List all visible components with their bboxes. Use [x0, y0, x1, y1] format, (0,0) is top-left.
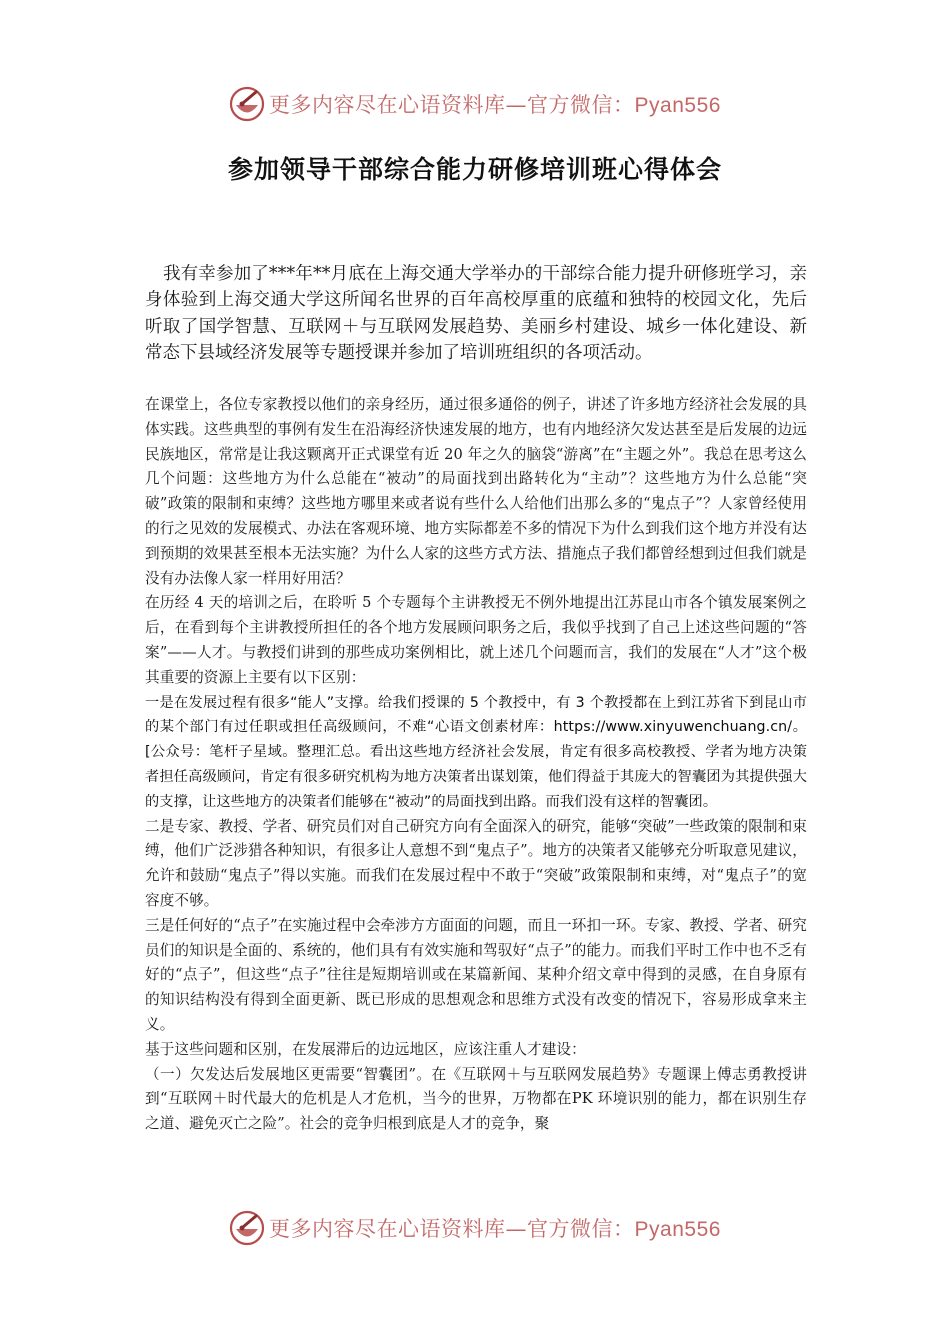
- body-paragraph: 基于这些问题和区别，在发展滞后的边远地区，应该注重人才建设：: [145, 1040, 586, 1058]
- document-body: [145, 393, 807, 1137]
- mortar-pestle-logo-icon: [229, 86, 265, 122]
- wechat-id: Pyan556: [634, 1218, 721, 1241]
- banner-text: 更多内容尽在心语资料库—官方微信：Pyan556: [269, 1217, 721, 1241]
- wechat-id: Pyan556: [634, 94, 721, 117]
- mortar-pestle-logo-icon: [229, 1210, 265, 1246]
- body-paragraph: 一是在发展过程有很多“能人”支撑。给我们授课的 5 个教授中，有 3 个教授都在上到江苏省下到昆山市的某个部门有过任职或担任高级顾问，不难“心语文创素材库：https://www.xinyuwenchuang.cn/。[公众号：笔杆子星域。整理汇总。看出这些地方经济社会发展，肯定有很多高校教授、学者为地方决策者担任高级顾问，肯定有很多研究机构为地方决策者出谋划策，他们得益于其庞大的智囊团为其提供强大的支撑，让这些地方的决策者们能够在“被动”的局面找到出路。而我们没有这样的智囊团。: [145, 694, 807, 810]
- body-paragraph: 三是任何好的“点子”在实施过程中会牵涉方方面面的问题，而且一环扣一环。专家、教授、学者、研究员们的知识是全面的、系统的，他们具有有效实施和驾驭好“点子”的能力。而我们平时工作中也不乏有好的“点子”，但这些“点子”往往是短期培训或在某篇新闻、某种介绍文章中得到的灵感，在自身原有的知识结构没有得到全面更新、既已形成的思想观念和思维方式没有改变的情况下，容易形成拿来主义。: [145, 916, 807, 1033]
- intro-paragraph: 我有幸参加了***年**月底在上海交通大学举办的干部综合能力提升研修班学习，亲身体验到上海交通大学这所闻名世界的百年高校厚重的底蕴和独特的校园文化，先后听取了国学智慧、互联网＋与互联网发展趋势、美丽乡村建设、城乡一体化建设、新常态下县域经济发展等专题授课并参加了培训班组织的各项活动。: [145, 263, 807, 363]
- body-paragraph: 二是专家、教授、学者、研究员们对自己研究方向有全面深入的研究，能够“突破”一些政策的限制和束缚，他们广泛涉猎各种知识，有很多让人意想不到“鬼点子”。地方的决策者又能够充分听取意见建议，允许和鼓励“鬼点子”得以实施。而我们在发展过程中不敢于“突破”政策限制和束缚，对“鬼点子”的宽容度不够。: [145, 817, 807, 909]
- banner-text: 更多内容尽在心语资料库—官方微信：Pyan556: [269, 93, 721, 117]
- body-paragraph: 在历经 4 天的培训之后，在聆听 5 个专题每个主讲教授无不例外地提出江苏昆山市各个镇发展案例之后，在看到每个主讲教授所担任的各个地方发展顾问职务之后，我似乎找到了自己上述这些问题的“答案”——人才。与教授们讲到的那些成功案例相比，就上述几个问题而言，我们的发展在“人才”这个极其重要的资源上主要有以下区别：: [145, 594, 807, 686]
- footer-banner: [0, 1208, 950, 1248]
- header-banner: [0, 84, 950, 124]
- body-paragraph: （一）欠发达后发展地区更需要“智囊团”。在《互联网＋与互联网发展趋势》专题课上傅志勇教授讲到“互联网＋时代最大的危机是人才危机，当今的世界，万物都在PK 环境识别的能力，都在识别生存之道、避免灭亡之险”。社会的竞争归根到底是人才的竞争，聚: [145, 1065, 807, 1133]
- body-paragraph: 在课堂上，各位专家教授以他们的亲身经历，通过很多通俗的例子，讲述了许多地方经济社会发展的具体实践。这些典型的事例有发生在沿海经济快速发展的地方，也有内地经济欠发达甚至是后发展的边远民族地区，常常是让我这颗离开正式课堂有近 20 年之久的脑袋“游离”在“主题之外”。我总在思考这么几个问题：这些地方为什么总能在“被动”的局面找到出路转化为“主动”？这些地方为什么总能“突破”政策的限制和束缚？这些地方哪里来或者说有些什么人给他们出那么多的“鬼点子”？人家曾经使用的行之见效的发展模式、办法在客观环境、地方实际都差不多的情况下为什么到我们这个地方并没有达到预期的效果甚至根本无法实施？为什么人家的这些方式方法、措施点子我们都曾经想到过但我们就是没有办法像人家一样用好用活？: [145, 396, 807, 587]
- document-title: 参加领导干部综合能力研修培训班心得体会: [227, 155, 722, 184]
